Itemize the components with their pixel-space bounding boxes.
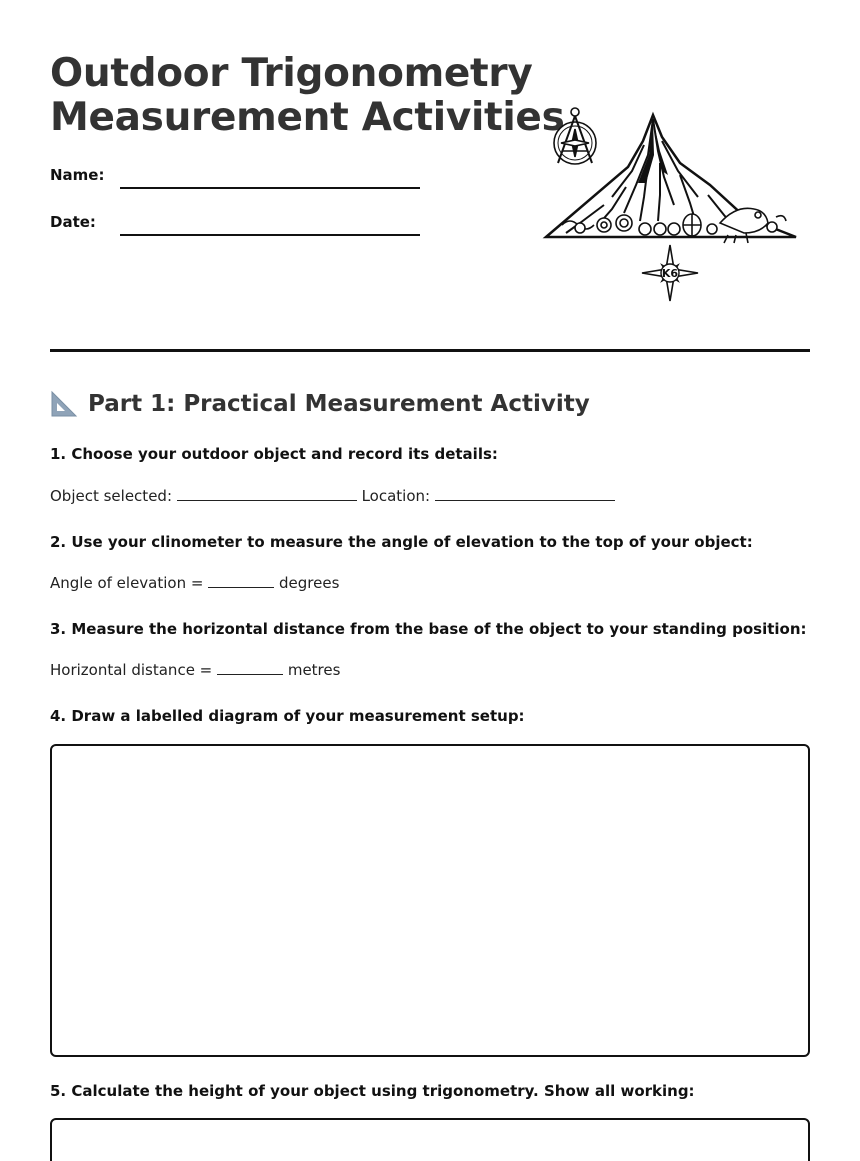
page-title-line-2: Measurement Activities [50,95,565,140]
location-input[interactable] [435,487,615,501]
working-answer-box[interactable] [50,1118,810,1161]
logo-text: K6 [661,267,679,280]
diagram-drawing-box[interactable] [50,744,810,1057]
mountain-logo-icon [540,105,805,305]
angle-unit: degrees [279,574,340,592]
name-label: Name: [50,166,105,184]
header-divider [50,349,810,352]
horizontal-distance-input[interactable] [217,661,283,675]
answer-row-2 [50,574,339,592]
page-title [50,51,565,140]
question-1: 1. Choose your outdoor object and record its details: [50,445,498,463]
question-5: 5. Calculate the height of your object using trigonometry. Show all working: [50,1082,695,1100]
name-field[interactable] [120,187,420,189]
answer-row-1 [50,487,615,505]
set-square-icon [50,390,78,418]
object-selected-label: Object selected: [50,487,172,505]
angle-of-elevation-label: Angle of elevation = [50,574,204,592]
page-title-line-1: Outdoor Trigonometry [50,51,533,96]
answer-row-3 [50,661,340,679]
question-3: 3. Measure the horizontal distance from the base of the object to your standing position: [50,620,807,638]
date-field[interactable] [120,234,420,236]
question-4: 4. Draw a labelled diagram of your measurement setup: [50,707,525,725]
horizontal-distance-label: Horizontal distance = [50,661,213,679]
section-heading-part-1 [50,388,590,420]
question-2: 2. Use your clinometer to measure the angle of elevation to the top of your object: [50,533,753,551]
distance-unit: metres [287,661,341,679]
object-selected-input[interactable] [177,487,357,501]
date-label: Date: [50,213,96,231]
section-heading-text: Part 1: Practical Measurement Activity [88,391,590,417]
location-label: Location: [361,487,431,505]
angle-of-elevation-input[interactable] [208,574,274,588]
